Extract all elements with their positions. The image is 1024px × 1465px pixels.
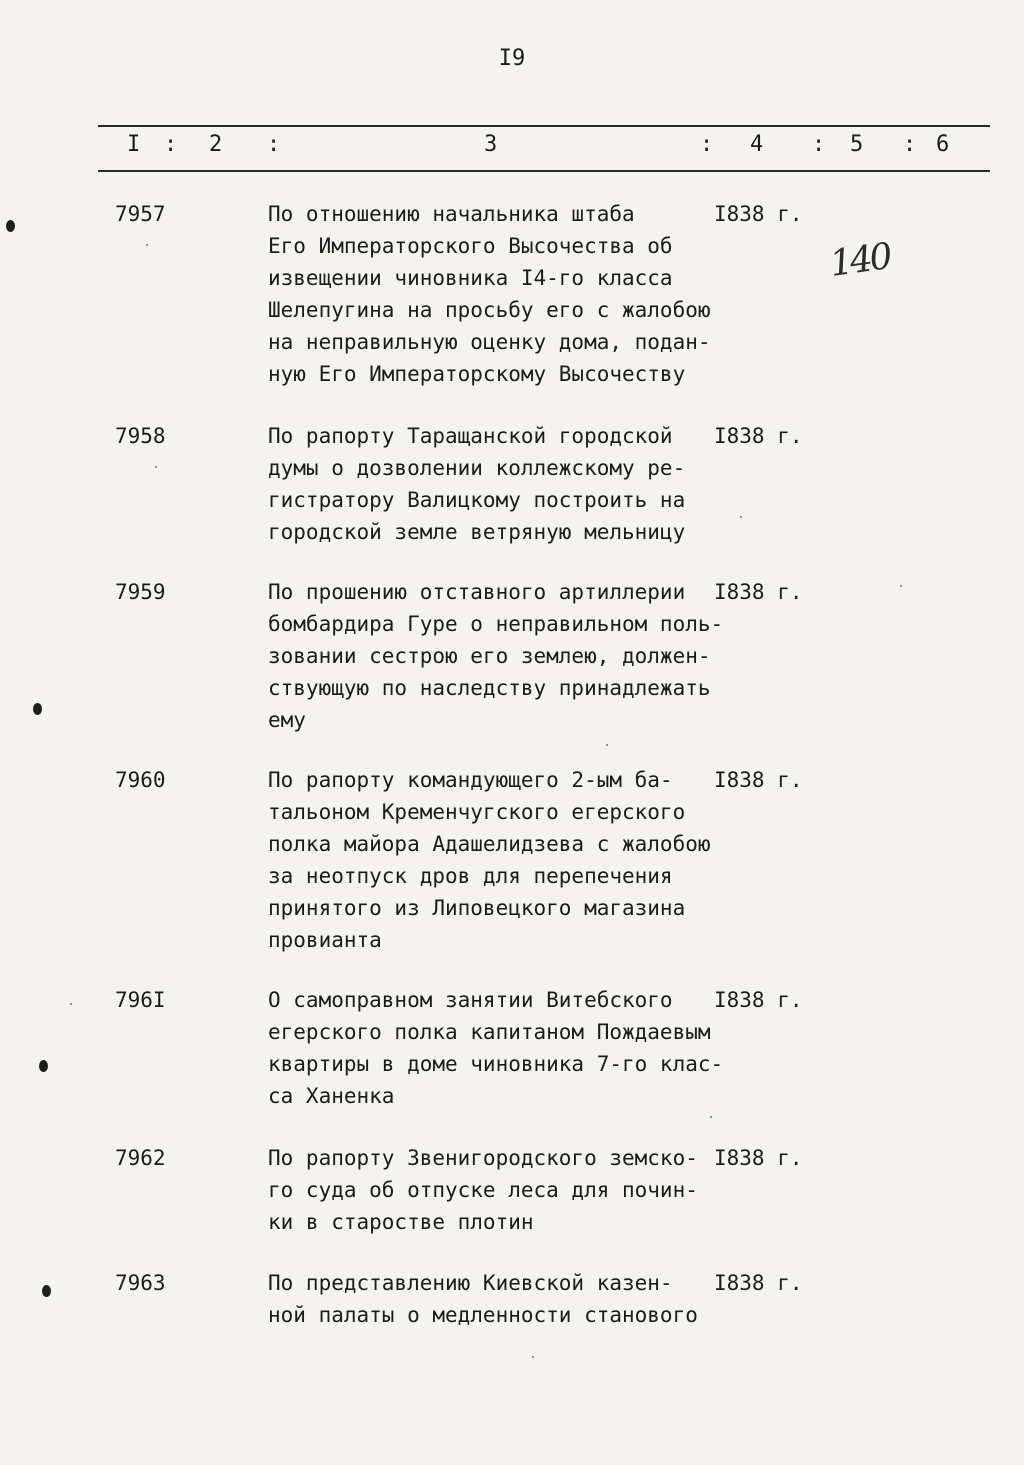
entry-year: I838 г.: [714, 580, 803, 604]
binder-punch-hole: [33, 703, 42, 715]
table-header: [0, 132, 1024, 162]
entry-year: I838 г.: [714, 1146, 803, 1170]
paper-speck: [155, 466, 157, 468]
entry-year: I838 г.: [714, 988, 803, 1012]
header-rule-bottom: [98, 170, 990, 172]
column-separator: :: [164, 132, 178, 157]
entry-number: 7957: [115, 202, 166, 226]
entry-year: I838 г.: [714, 768, 803, 792]
entry-number: 7958: [115, 424, 166, 448]
paper-speck: [710, 1116, 712, 1118]
entry-number: 796I: [115, 988, 166, 1012]
paper-speck: [740, 516, 742, 518]
entry-description: По рапорту Звенигородского земско- го суда об отпуске леса для почин- ки в старостве плотин: [268, 1146, 698, 1234]
paper-speck: [900, 585, 902, 587]
column-separator: :: [903, 132, 917, 157]
handwritten-folio-number: 140: [827, 236, 893, 285]
column-header-1: I: [127, 132, 141, 157]
column-header-2: 2: [209, 132, 223, 157]
binder-punch-hole: [42, 1285, 51, 1297]
paper-speck: [532, 1356, 534, 1358]
column-header-4: 4: [750, 132, 764, 157]
binder-punch-hole: [39, 1060, 48, 1072]
paper-speck: [146, 244, 148, 246]
paper-speck: [606, 744, 608, 746]
column-header-5: 5: [850, 132, 864, 157]
entry-number: 7963: [115, 1271, 166, 1295]
column-separator: :: [267, 132, 281, 157]
column-header-6: 6: [936, 132, 950, 157]
binder-punch-hole: [6, 220, 15, 232]
header-rule-top: [98, 125, 990, 127]
entry-year: I838 г.: [714, 1271, 803, 1295]
entry-description: По прошению отставного артиллерии бомбардира Гуре о неправильном поль- зовании сестрою его землею, должен- ствующую по наследству принадлежать ему: [268, 580, 724, 732]
entry-year: I838 г.: [714, 202, 803, 226]
paper-speck: [70, 1003, 72, 1005]
column-header-3: 3: [484, 132, 498, 157]
entry-description: О самоправном занятии Витебского егерского полка капитаном Пождаевым квартиры в доме чиновника 7-го клас- са Ханенка: [268, 988, 724, 1108]
entry-number: 7962: [115, 1146, 166, 1170]
page-number: I9: [498, 46, 526, 71]
entry-number: 7959: [115, 580, 166, 604]
entry-description: По рапорту командующего 2-ым ба- тальоном Кременчугского егерского полка майора Адашелидзева с жалобою за неотпуск дров для перепечения принятого из Липовецкого магазина провианта: [268, 768, 711, 952]
entry-description: По рапорту Таращанской городской думы о дозволении коллежскому ре- гистратору Валицкому построить на городской земле ветряную мельницу: [268, 424, 686, 544]
entry-number: 7960: [115, 768, 166, 792]
entry-description: По представлению Киевской казен- ной палаты о медленности станового: [268, 1271, 698, 1327]
column-separator: :: [812, 132, 826, 157]
entry-description: По отношению начальника штаба Его Императорского Высочества об извещении чиновника I4-го класса Шелепугина на просьбу его с жалобою на неправильную оценку дома, подан- ную Его Императорскому Высочеству: [268, 202, 711, 386]
column-separator: :: [700, 132, 714, 157]
entry-year: I838 г.: [714, 424, 803, 448]
